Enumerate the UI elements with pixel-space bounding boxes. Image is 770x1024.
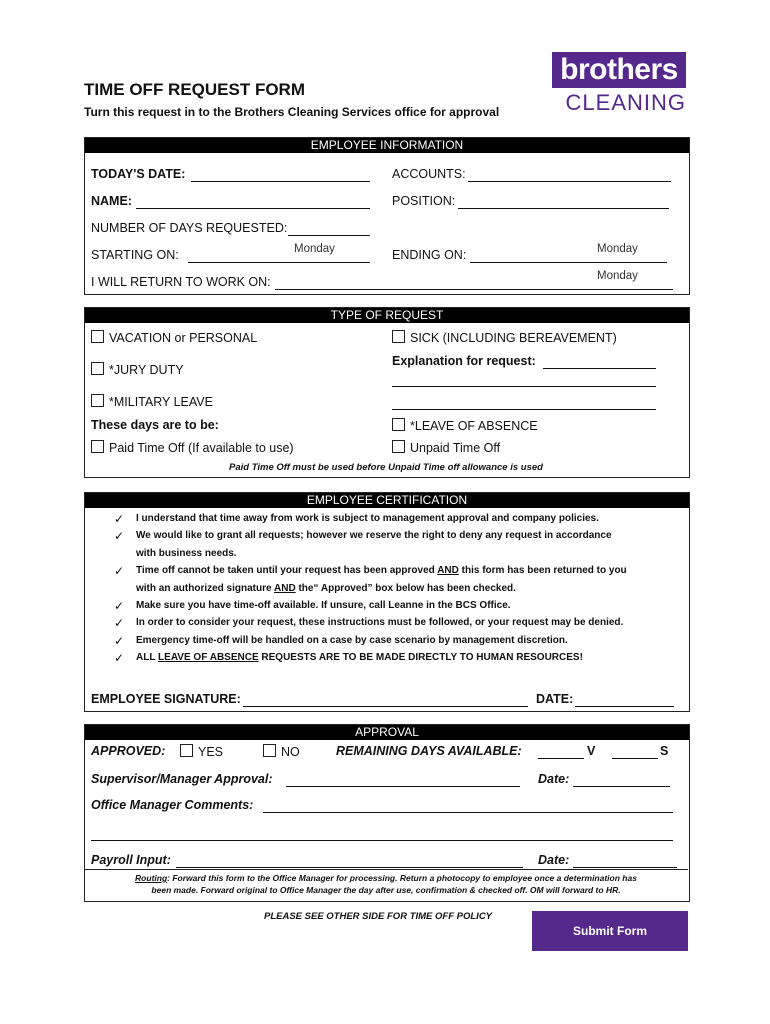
remaining-vacation-field[interactable] (538, 758, 584, 759)
vacation-checkbox[interactable] (91, 330, 104, 343)
check-icon: ✓ (114, 599, 125, 613)
employee-signature-label: EMPLOYEE SIGNATURE: (91, 692, 241, 706)
unpaid-time-off-option[interactable] (392, 440, 500, 455)
certification-item-3-text: the“ Approved” box below has been checked. (298, 583, 516, 594)
and-emphasis: AND (274, 583, 296, 594)
approved-yes-checkbox[interactable] (180, 744, 193, 757)
certification-item-4: Make sure you have time-off available. If unsure, call Leanne in the BCS Office. (136, 600, 511, 611)
certification-item-3-text: Time off cannot be taken until your request has been approved (136, 565, 435, 576)
signature-date-label: DATE: (536, 692, 574, 706)
position-label: POSITION: (392, 194, 456, 208)
explanation-field-3[interactable] (392, 409, 656, 410)
unpaid-time-off-checkbox[interactable] (392, 440, 405, 453)
section-heading: TYPE OF REQUEST (85, 308, 689, 323)
routing-label: Routing (135, 873, 168, 883)
name-field[interactable] (136, 208, 370, 209)
and-emphasis: AND (437, 565, 459, 576)
check-icon: ✓ (114, 634, 125, 648)
approved-no-label: NO (281, 745, 300, 759)
certification-item-7 (136, 652, 583, 663)
employee-signature-field[interactable] (243, 706, 528, 707)
return-to-work-value[interactable]: Monday (597, 270, 638, 282)
paid-time-off-checkbox[interactable] (91, 440, 104, 453)
routing-text-2: been made. Forward original to Office Manager the day after use, confirmation & checked off. OM will forward to HR. (151, 885, 621, 895)
certification-item-6: Emergency time-off will be handled on a case by case scenario by management discretion. (136, 635, 568, 646)
starting-on-value[interactable]: Monday (294, 243, 335, 255)
approved-yes-option[interactable] (180, 744, 223, 759)
supervisor-approval-field[interactable] (286, 786, 520, 787)
certification-item-5: In order to consider your request, these instructions must be followed, or your request may be denied. (136, 617, 624, 628)
todays-date-label: TODAY'S DATE: (91, 167, 186, 181)
paid-time-off-label: Paid Time Off (If available to use) (109, 441, 294, 455)
certification-item-2: We would like to grant all requests; however we reserve the right to deny any request in accordance (136, 530, 612, 541)
military-leave-option[interactable] (91, 394, 213, 409)
sick-label: SICK (INCLUDING BEREAVEMENT) (410, 331, 617, 345)
routing-note (84, 872, 688, 896)
form-title: TIME OFF REQUEST FORM (84, 80, 305, 99)
leave-of-absence-label: *LEAVE OF ABSENCE (410, 419, 538, 433)
jury-duty-option[interactable] (91, 362, 184, 377)
remaining-sick-field[interactable] (612, 758, 658, 759)
jury-duty-checkbox[interactable] (91, 362, 104, 375)
military-leave-label: *MILITARY LEAVE (109, 395, 213, 409)
routing-text-1: : Forward this form to the Office Manager for processing. Return a photocopy to employee once a determination has (167, 873, 637, 883)
certification-item-3-cont (136, 583, 516, 594)
logo-cleaning: CLEANING (565, 90, 686, 115)
submit-form-button[interactable]: Submit Form (532, 911, 688, 951)
ending-on-label: ENDING ON: (392, 248, 467, 262)
explanation-field-2[interactable] (392, 386, 656, 387)
approved-no-option[interactable] (263, 744, 300, 759)
see-other-side-note: PLEASE SEE OTHER SIDE FOR TIME OFF POLICY (264, 911, 493, 922)
starting-on-field[interactable] (188, 262, 370, 263)
starting-on-label: STARTING ON: (91, 248, 179, 262)
sick-option[interactable] (392, 330, 617, 345)
certification-item-3-text: with an authorized signature (136, 583, 272, 594)
certification-item-3 (136, 565, 627, 576)
sick-checkbox[interactable] (392, 330, 405, 343)
ending-on-field[interactable] (470, 262, 667, 263)
approved-label: APPROVED: (91, 744, 166, 758)
explanation-label: Explanation for request: (392, 354, 536, 368)
leave-of-absence-checkbox[interactable] (392, 418, 405, 431)
supervisor-date-field[interactable] (573, 786, 670, 787)
unpaid-time-off-label: Unpaid Time Off (410, 441, 501, 455)
todays-date-field[interactable] (191, 181, 370, 182)
approved-yes-label: YES (198, 745, 224, 759)
remaining-days-label: REMAINING DAYS AVAILABLE: (336, 744, 522, 758)
logo-brothers: brothers (552, 52, 686, 88)
certification-item-2-cont: with business needs. (136, 548, 237, 559)
name-label: NAME: (91, 194, 132, 208)
company-logo (552, 52, 686, 116)
form-subtitle: Turn this request in to the Brothers Cleaning Services office for approval (84, 105, 500, 119)
days-requested-label: NUMBER OF DAYS REQUESTED: (91, 221, 288, 235)
vacation-label: VACATION or PERSONAL (109, 331, 258, 345)
certification-item-7-text: REQUESTS ARE TO BE MADE DIRECTLY TO HUMAN RESOURCES! (261, 652, 583, 663)
certification-item-3-text: this form has been returned to you (461, 565, 627, 576)
certification-item-1: I understand that time away from work is subject to management approval and company policies. (136, 513, 599, 524)
check-icon: ✓ (114, 651, 125, 665)
check-icon: ✓ (114, 512, 125, 526)
vacation-option[interactable] (91, 330, 257, 345)
check-icon: ✓ (114, 616, 125, 630)
signature-date-field[interactable] (575, 706, 674, 707)
check-icon: ✓ (114, 564, 125, 578)
routing-divider (84, 869, 688, 870)
certification-item-7-text: ALL (136, 652, 156, 663)
jury-duty-label: *JURY DUTY (109, 363, 184, 377)
ending-on-value[interactable]: Monday (597, 243, 638, 255)
payroll-date-label: Date: (538, 853, 570, 867)
days-requested-field[interactable] (288, 235, 370, 236)
payroll-input-field[interactable] (176, 867, 523, 868)
accounts-field[interactable] (468, 181, 671, 182)
check-icon: ✓ (114, 529, 125, 543)
sick-unit-label: S (660, 744, 669, 758)
position-field[interactable] (458, 208, 669, 209)
leave-of-absence-emphasis: LEAVE OF ABSENCE (158, 652, 259, 663)
approved-no-checkbox[interactable] (263, 744, 276, 757)
office-manager-comments-label: Office Manager Comments: (91, 798, 254, 812)
military-leave-checkbox[interactable] (91, 394, 104, 407)
section-heading: APPROVAL (85, 725, 689, 740)
office-manager-comments-field-1[interactable] (263, 812, 673, 813)
accounts-label: ACCOUNTS: (392, 167, 466, 181)
leave-of-absence-option[interactable] (392, 418, 538, 433)
vacation-unit-label: V (587, 744, 596, 758)
paid-time-off-option[interactable] (91, 440, 294, 455)
payroll-date-field[interactable] (573, 867, 677, 868)
office-manager-comments-field-2[interactable] (91, 840, 673, 841)
section-heading: EMPLOYEE INFORMATION (85, 138, 689, 153)
supervisor-date-label: Date: (538, 772, 570, 786)
payroll-input-label: Payroll Input: (91, 853, 171, 867)
explanation-field-1[interactable] (543, 368, 656, 369)
these-days-label: These days are to be: (91, 418, 219, 432)
return-to-work-field[interactable] (275, 289, 673, 290)
supervisor-approval-label: Supervisor/Manager Approval: (91, 772, 273, 786)
section-heading: EMPLOYEE CERTIFICATION (85, 493, 689, 508)
return-to-work-label: I WILL RETURN TO WORK ON: (91, 275, 271, 289)
paid-time-off-note: Paid Time Off must be used before Unpaid Time off allowance is used (229, 462, 543, 473)
